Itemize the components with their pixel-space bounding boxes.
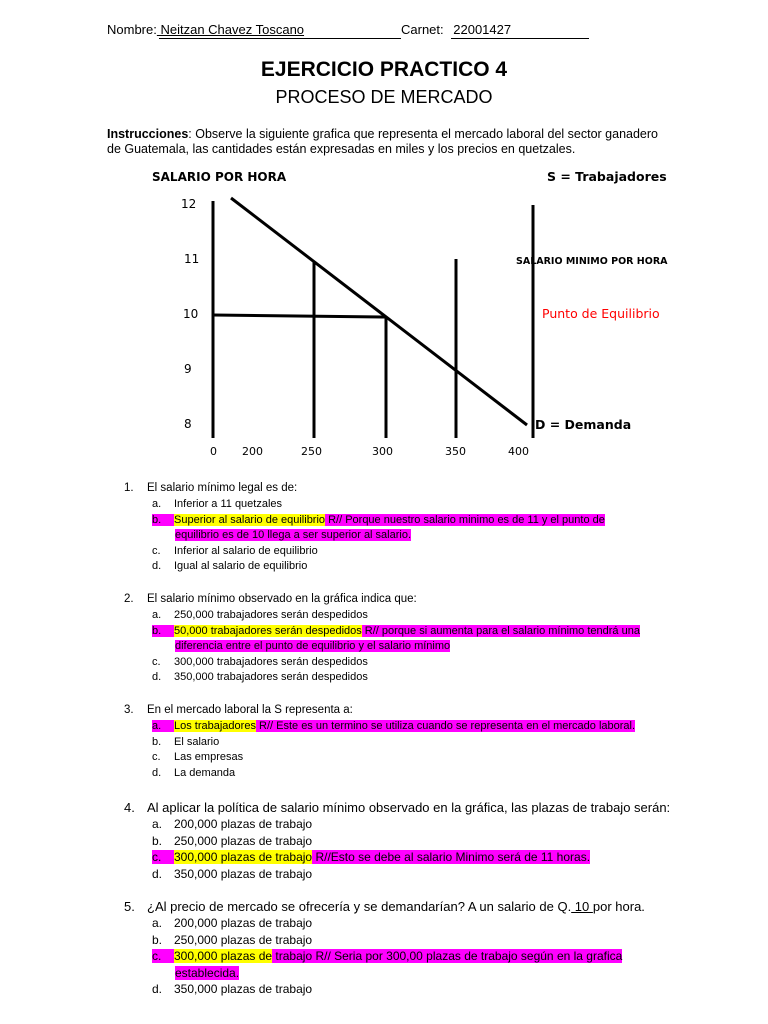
instructions-text-2: de Guatemala, las cantidades están expresadas en miles y los precios en quetzales.: [107, 142, 576, 156]
option-b: [152, 834, 312, 848]
option-b: [152, 514, 605, 526]
instructions-text-1: : Observe la siguiente grafica que representa el mercado laboral del sector ganadero: [188, 127, 659, 141]
option-label: b.: [152, 735, 162, 748]
carnet-underline: [451, 38, 589, 39]
option-a: [152, 609, 368, 621]
min-wage-label: SALARIO MINIMO POR HORA: [516, 256, 668, 267]
option-text: Las empresas: [174, 751, 244, 763]
option-text: La demanda: [174, 766, 236, 779]
question-3: [124, 704, 353, 716]
option-c: [152, 656, 368, 668]
question-text-end: por hora.: [592, 899, 645, 914]
option-label: b.: [152, 833, 163, 848]
option-d: [152, 982, 312, 996]
y-tick-12: 12: [181, 197, 197, 211]
option-c: [152, 850, 590, 864]
option-text: El salario: [174, 735, 220, 748]
option-text: 250,000 trabajadores serán despedidos: [174, 609, 368, 621]
x-tick-200: 200: [242, 445, 263, 458]
option-text: Los trabajadores: [174, 720, 256, 732]
question-2: [124, 593, 417, 605]
name-label: Nombre:: [107, 22, 157, 37]
option-label: c.: [152, 751, 161, 763]
option-d: [152, 671, 368, 683]
option-label: c.: [152, 949, 174, 963]
option-a: [152, 720, 635, 732]
option-label: a.: [152, 498, 162, 510]
answer-explanation-cont: diferencia entre el punto de equilibrio y el salario mínimo: [175, 640, 451, 652]
option-text: Inferior a 11 quetzales: [174, 498, 283, 510]
answer-explanation: R// porque si aumenta para el salario mínimo tendrá una: [361, 624, 640, 637]
option-label: c.: [152, 544, 161, 557]
option-label: a.: [152, 720, 174, 732]
option-label: a.: [152, 609, 162, 621]
equilibrium-label: Punto de Equilibrio: [542, 306, 660, 321]
header-line: [107, 22, 304, 37]
option-b: [152, 736, 219, 748]
carnet-value: 22001427: [453, 22, 512, 37]
option-label: c.: [152, 850, 174, 864]
question-4: [124, 800, 670, 815]
question-number: 4.: [124, 800, 135, 815]
option-text: 300,000 plazas de trabajo: [174, 850, 313, 864]
question-number: 3.: [124, 704, 134, 716]
answer-explanation: R// Porque nuestro salario minimo es de 11 y el punto de: [325, 513, 605, 526]
option-label: d.: [152, 671, 162, 683]
option-d: [152, 560, 307, 572]
question-text: El salario mínimo observado en la gráfica indica que:: [147, 593, 417, 605]
page-subtitle: PROCESO DE MERCADO: [275, 87, 493, 107]
option-text: 350,000 plazas de trabajo: [174, 982, 313, 996]
question-1: [124, 482, 297, 494]
option-text: Superior al salario de equilibrio: [174, 513, 326, 526]
x-tick-250: 250: [301, 445, 322, 458]
option-text: 200,000 plazas de trabajo: [174, 916, 313, 930]
y-tick-11: 11: [184, 252, 200, 266]
y-tick-8: 8: [184, 417, 192, 431]
option-c: [152, 751, 243, 763]
option-text: 250,000 plazas de trabajo: [174, 833, 313, 848]
demand-label: D = Demanda: [535, 417, 632, 432]
question-number: 1.: [124, 482, 134, 494]
answer-explanation: R//Esto se debe al salario Minimo será de 11 horas.: [312, 850, 591, 864]
option-b: [152, 933, 312, 947]
option-text: 50,000 trabajadores serán despedidos: [174, 624, 362, 637]
option-label: a.: [152, 916, 163, 930]
option-label: b.: [152, 625, 174, 637]
option-text: 350,000 trabajadores serán despedidos: [174, 671, 368, 683]
y-tick-10: 10: [183, 307, 199, 321]
instructions-label: Instrucciones: [107, 127, 189, 141]
option-text: 250,000 plazas de trabajo: [174, 932, 313, 947]
question-number: 5.: [124, 899, 135, 914]
answer-blank: 10: [571, 899, 593, 914]
demand-line: [231, 198, 527, 425]
answer-explanation: trabajo R// Seria por 300,00 plazas de trabajo según en la grafica: [272, 949, 623, 963]
option-d: [152, 867, 312, 881]
x-ticks: [210, 445, 529, 458]
option-label: b.: [152, 514, 174, 526]
option-c: [152, 949, 622, 963]
question-text: Al aplicar la política de salario mínimo observado en la gráfica, las plazas de trabajo serán:: [147, 800, 671, 815]
option-a: [152, 916, 312, 930]
option-label: d.: [152, 560, 162, 572]
y-tick-9: 9: [184, 362, 192, 376]
question-text: El salario mínimo legal es de:: [147, 482, 298, 494]
carnet-label: Carnet:: [401, 22, 444, 37]
option-text: Igual al salario de equilibrio: [174, 560, 308, 572]
carnet-field: [401, 22, 511, 37]
x-tick-400: 400: [508, 445, 529, 458]
instructions-line-1: [107, 127, 658, 142]
option-label: b.: [152, 932, 163, 947]
name-value: Neitzan Chavez Toscano: [156, 22, 305, 37]
chart-ylabel: SALARIO POR HORA: [152, 170, 287, 184]
option-text: 350,000 plazas de trabajo: [174, 866, 313, 881]
labor-market-chart: [0, 160, 768, 465]
answer-explanation-cont: equilibrio es de 10 llega a ser superior al salario.: [175, 529, 412, 541]
page-title: EJERCICIO PRACTICO 4: [260, 58, 508, 81]
option-a: [152, 498, 282, 510]
name-underline: [159, 38, 401, 39]
x-tick-300: 300: [372, 445, 393, 458]
option-label: d.: [152, 982, 163, 996]
equilibrium-wage-line: [213, 315, 386, 317]
option-text: Inferior al salario de equilibrio: [174, 544, 318, 557]
option-c: [152, 545, 318, 557]
question-number: 2.: [124, 593, 134, 605]
option-label: d.: [152, 866, 163, 881]
option-d: [152, 767, 235, 779]
option-text: 300,000 plazas de: [174, 949, 273, 963]
question-text: ¿Al precio de mercado se ofrecería y se demandarían? A un salario de Q.: [147, 899, 572, 914]
option-b: [152, 625, 640, 637]
question-5: [124, 899, 645, 914]
option-label: c.: [152, 655, 161, 668]
x-tick-0: 0: [210, 445, 217, 458]
x-tick-350: 350: [445, 445, 466, 458]
supply-label: S = Trabajadores: [547, 169, 667, 184]
y-ticks: [181, 197, 199, 431]
answer-explanation: R// Este es un termino se utiliza cuando se representa en el mercado laboral.: [255, 720, 636, 732]
option-label: a.: [152, 817, 163, 831]
question-text: En el mercado laboral la S representa a:: [147, 704, 353, 716]
option-text: 300,000 trabajadores serán despedidos: [174, 655, 368, 668]
option-a: [152, 817, 312, 831]
option-label: d.: [152, 766, 162, 779]
answer-explanation-cont: establecida.: [175, 965, 240, 980]
option-text: 200,000 plazas de trabajo: [174, 817, 313, 831]
instructions: [107, 127, 658, 157]
